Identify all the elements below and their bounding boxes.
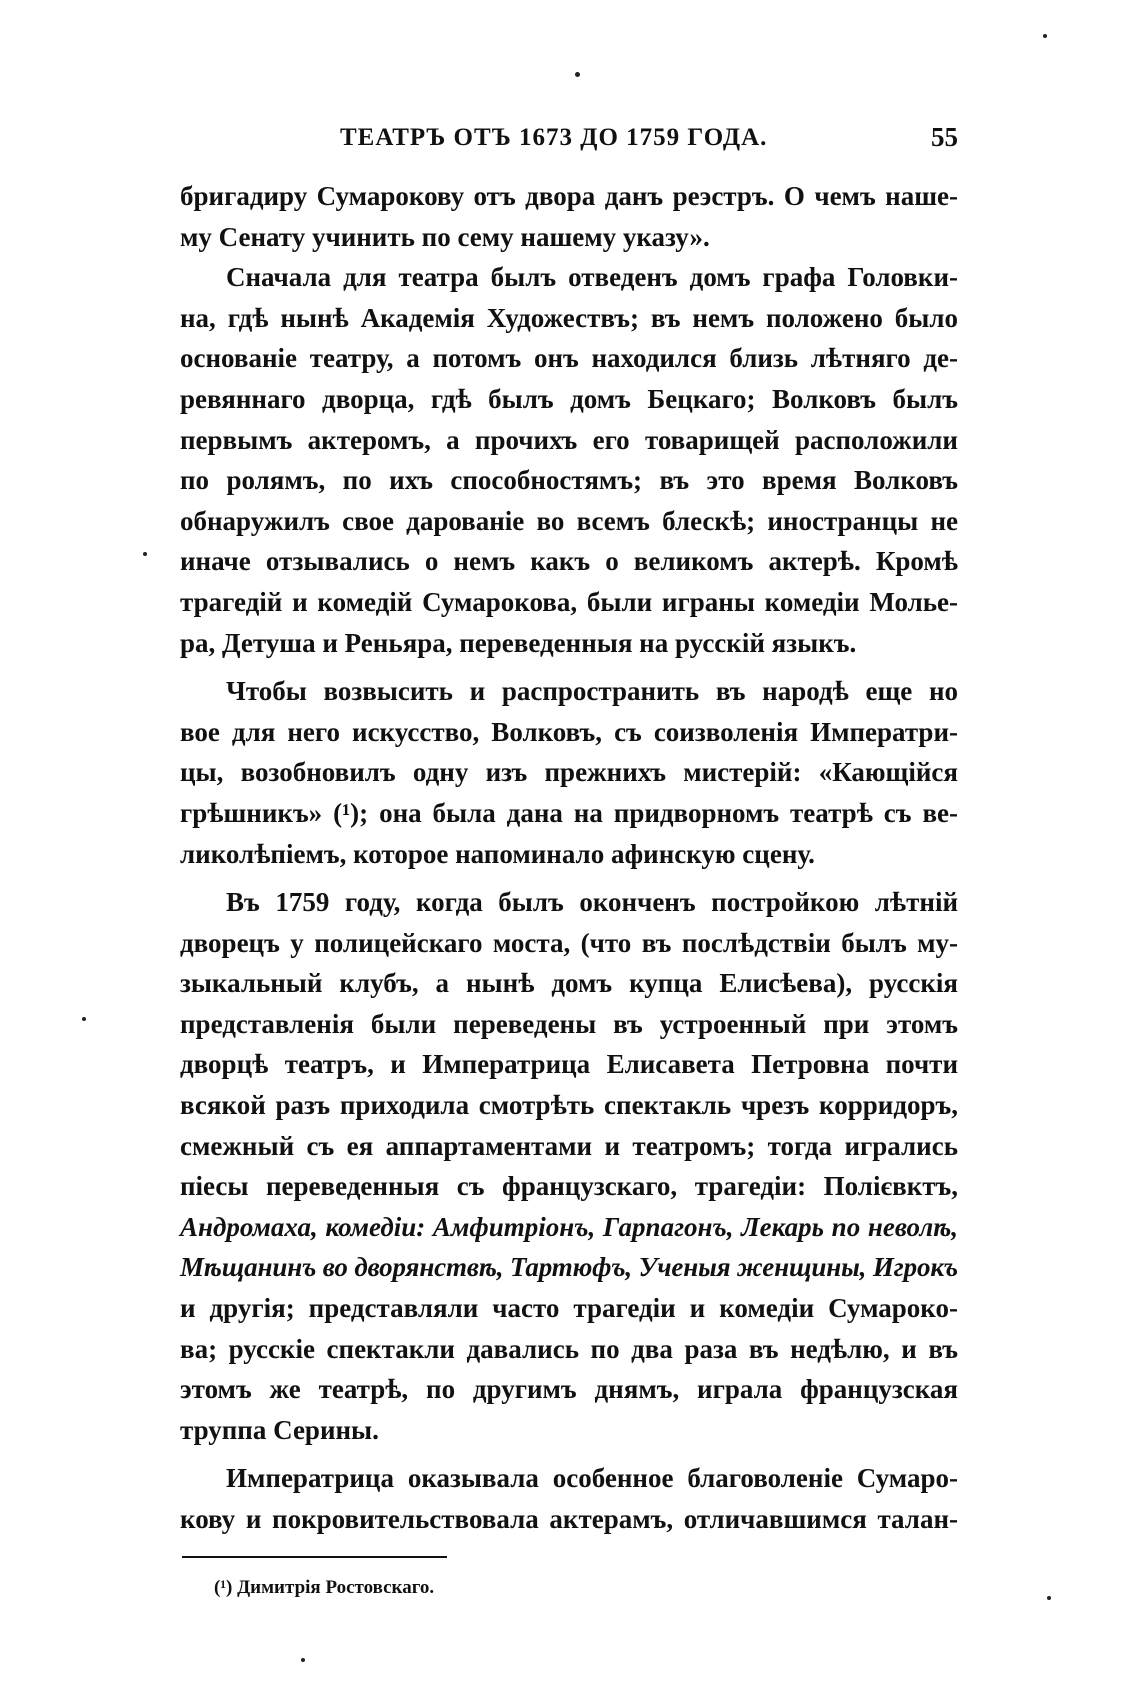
text-line: труппа Серины. (180, 1414, 379, 1445)
paragraph (180, 882, 958, 1450)
page-header (180, 118, 958, 158)
scan-speck (1047, 1596, 1051, 1600)
scan-speck (82, 1017, 86, 1021)
text-line: грѣшникъ» (¹); она была дана на придворномъ театрѣ съ ве- (180, 797, 958, 828)
text-line: ликолѣпіемъ, которое напоминало афинскую сцену. (180, 838, 815, 869)
text-line: Сначала для театра былъ отведенъ домъ графа Головки- (226, 262, 958, 293)
text-line: и другія; представляли часто трагедіи и комедіи Сумароко- (180, 1293, 958, 1324)
text-line: смежный съ ея аппартаментами и театромъ; тогда игрались (180, 1130, 958, 1161)
text-line: иначе отзывались о немъ какъ о великомъ актерѣ. Кромѣ (180, 546, 958, 577)
text-line: кову и покровительствовала актерамъ, отличавшимся талан- (180, 1504, 958, 1534)
text-line: зыкальный клубъ, а нынѣ домъ купца Елисѣева), русскія (180, 968, 958, 999)
text-line: Чтобы возвысить и распространить въ народѣ еще но (226, 676, 958, 707)
text-line: первымъ актеромъ, а прочихъ его товарищей расположили (180, 424, 958, 455)
text-line: обнаружилъ свое дарованіе во всемъ блескѣ; иностранцы не (180, 505, 958, 536)
footnote-divider (182, 1556, 447, 1558)
text-line: основаніе театру, а потомъ онъ находился близь лѣтняго де- (180, 343, 958, 374)
text-line: бригадиру Сумарокову отъ двора данъ реэстръ. О чемъ наше- (180, 181, 958, 211)
text-line: цы, возобновилъ одну изъ прежнихъ мистерій: «Кающійся (180, 757, 958, 788)
text-line: вое для него искусство, Волковъ, съ соизволенія Императри- (180, 716, 958, 747)
running-title: ТЕАТРЪ ОТЪ 1673 ДО 1759 ГОДА. (340, 124, 768, 151)
footnote: (¹) Димитрія Ростовскаго. (214, 1577, 435, 1598)
scan-speck (301, 1658, 305, 1662)
text-line: ва; русскіе спектакли давались по два раза въ недѣлю, и въ (180, 1333, 958, 1364)
text-line: на, гдѣ нынѣ Академія Художествъ; въ немъ положено было (180, 302, 958, 333)
text-line: всякой разъ приходила смотрѣть спектакль чрезъ корридоръ, (180, 1090, 958, 1121)
text-line: ревяннаго дворца, гдѣ былъ домъ Бецкаго; Волковъ былъ (180, 383, 958, 414)
text-line: ра, Детуша и Реньяра, переведенныя на русскій языкъ. (180, 627, 857, 658)
text-line: дворецъ у полицейскаго моста, (что въ послѣдствіи былъ му- (180, 927, 958, 958)
paragraph (180, 176, 958, 257)
text-line: Императрица оказывала особенное благоволеніе Сумаро- (226, 1463, 958, 1494)
body-text (180, 176, 958, 1540)
text-line: Андромаха, комедіи: Амфитріонъ, Гарпагонъ, Лекарь по неволѣ, (180, 1211, 958, 1242)
text-line: піесы переведенныя съ французскаго, трагедіи: Полієвктъ, (180, 1171, 958, 1202)
scan-speck (575, 72, 580, 77)
text-line: дворцѣ театръ, и Императрица Елисавета Петровна почти (180, 1049, 958, 1080)
paragraph (180, 1458, 958, 1539)
paragraph (180, 257, 958, 663)
text-line: трагедій и комедій Сумарокова, были играны комедіи Мольe- (180, 586, 958, 617)
text-line: Въ 1759 году, когда былъ оконченъ постройкою лѣтній (226, 887, 958, 918)
page-number: 55 (931, 122, 958, 152)
text-line: му Сенату учинить по сему нашему указу». (180, 221, 710, 252)
scan-speck (143, 552, 147, 556)
text-line: по ролямъ, по ихъ способностямъ; въ это время Волковъ (180, 465, 958, 496)
scan-speck (1043, 34, 1047, 38)
text-line: Мѣщанинъ во дворянствѣ, Тартюфъ, Ученыя женщины, Игрокъ (180, 1252, 958, 1283)
text-line: этомъ же театрѣ, по другимъ днямъ, играла французская (180, 1374, 958, 1405)
text-line: представленія были переведены въ устроенный при этомъ (180, 1008, 958, 1039)
paragraph (180, 671, 958, 874)
